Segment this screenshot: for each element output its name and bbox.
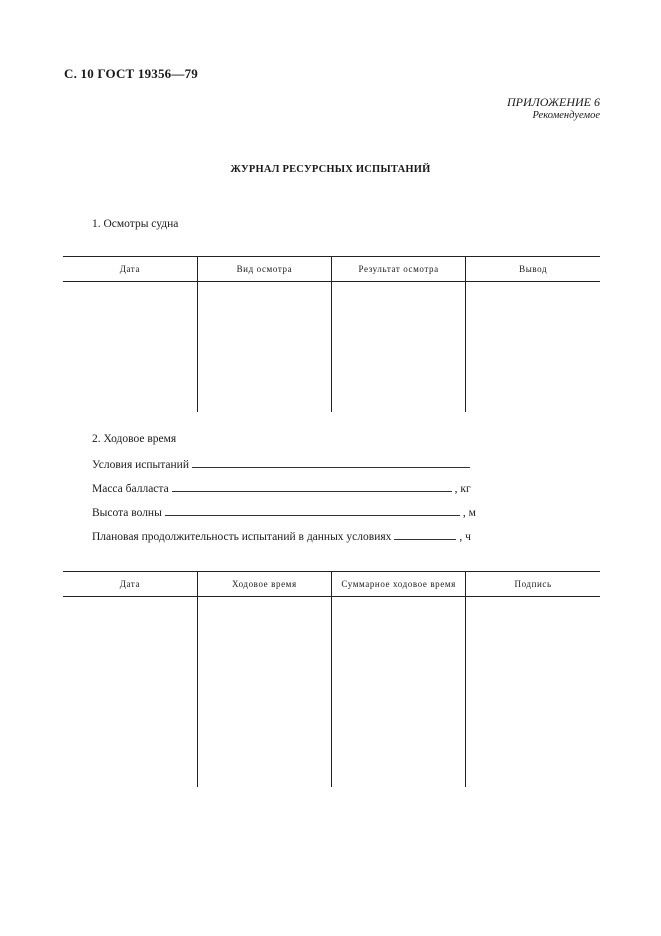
journal-title: ЖУРНАЛ РЕСУРСНЫХ ИСПЫТАНИЙ	[230, 164, 431, 175]
fill-in-line	[165, 505, 460, 516]
appendix-label	[507, 95, 600, 123]
field-planned-duration	[92, 529, 471, 543]
table-cell	[197, 282, 331, 413]
section1-heading: 1. Осмотры судна	[92, 218, 179, 230]
column-header-running-time: Ходовое время	[197, 572, 331, 597]
page-header: С. 10 ГОСТ 19356—79	[64, 66, 198, 81]
appendix-subtitle: Рекомендуемое	[532, 110, 600, 121]
table-cell	[63, 282, 197, 413]
section2-heading: 2. Ходовое время	[92, 433, 177, 445]
field-unit: , ч	[459, 531, 471, 543]
table-cell	[63, 597, 197, 788]
column-header-inspection-type: Вид осмотра	[197, 257, 331, 282]
column-header-conclusion: Вывод	[466, 257, 600, 282]
field-unit: , кг	[454, 483, 471, 495]
field-wave-height	[92, 505, 476, 519]
fill-in-line	[192, 457, 470, 468]
field-unit: , м	[462, 507, 476, 519]
fill-in-line	[172, 481, 452, 492]
field-test-conditions	[92, 457, 473, 471]
field-label: Высота волны	[92, 507, 162, 519]
table-cell	[332, 282, 466, 413]
table-header-row	[63, 257, 600, 282]
fill-in-line	[394, 529, 456, 540]
table-header-row	[63, 572, 600, 597]
column-header-signature: Подпись	[466, 572, 600, 597]
table-row	[63, 597, 600, 788]
column-header-date: Дата	[63, 257, 197, 282]
inspections-table	[63, 256, 600, 412]
table-cell	[466, 282, 600, 413]
column-header-date: Дата	[63, 572, 197, 597]
table-cell	[332, 597, 466, 788]
table-row	[63, 282, 600, 413]
column-header-inspection-result: Результат осмотра	[332, 257, 466, 282]
running-time-table	[63, 571, 600, 787]
appendix-title: ПРИЛОЖЕНИЕ 6	[507, 95, 600, 109]
table-cell	[466, 597, 600, 788]
field-ballast-mass	[92, 481, 471, 495]
field-label: Плановая продолжительность испытаний в данных условиях	[92, 531, 392, 543]
column-header-total-running-time: Суммарное ходовое время	[332, 572, 466, 597]
table-cell	[197, 597, 331, 788]
field-label: Масса балласта	[92, 483, 169, 495]
field-label: Условия испытаний	[92, 459, 189, 471]
